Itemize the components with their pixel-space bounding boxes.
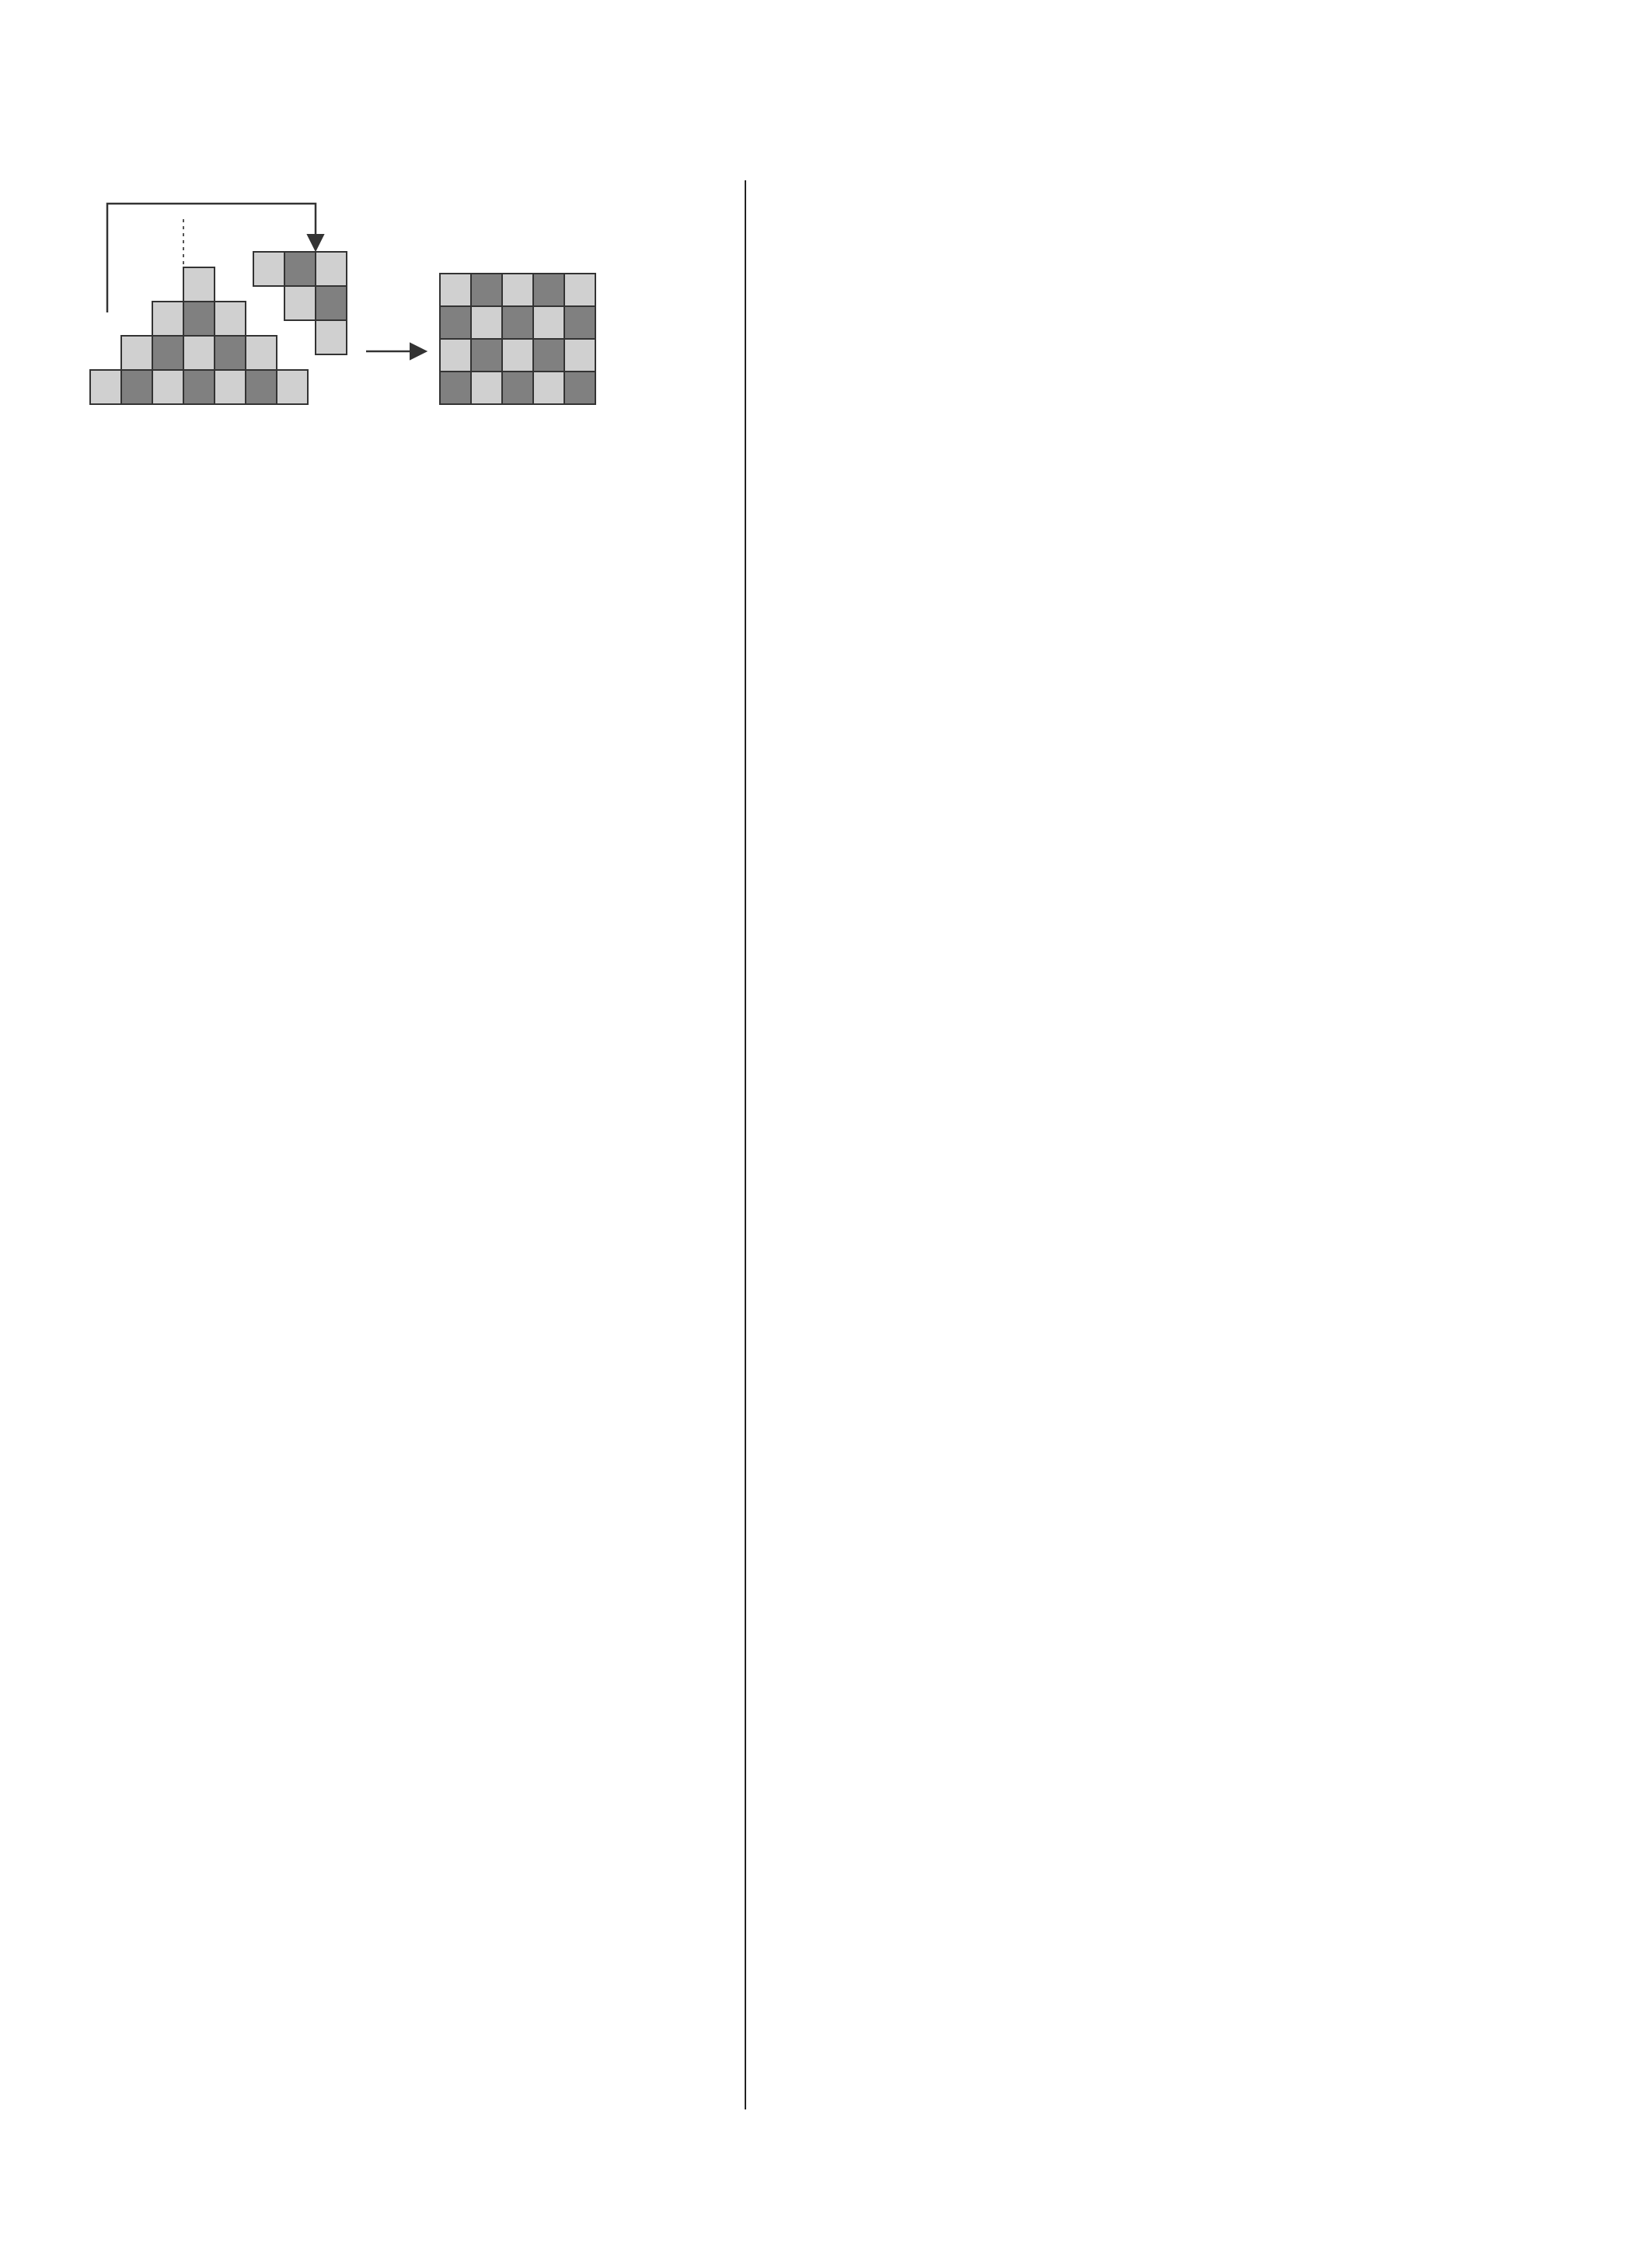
unit9-title: [769, 180, 1593, 225]
lesson2-title: [44, 496, 728, 541]
area-figure: [75, 188, 634, 452]
column-divider: [745, 180, 746, 2109]
lesson3-title: [44, 180, 728, 225]
area-same-text: [44, 451, 76, 496]
